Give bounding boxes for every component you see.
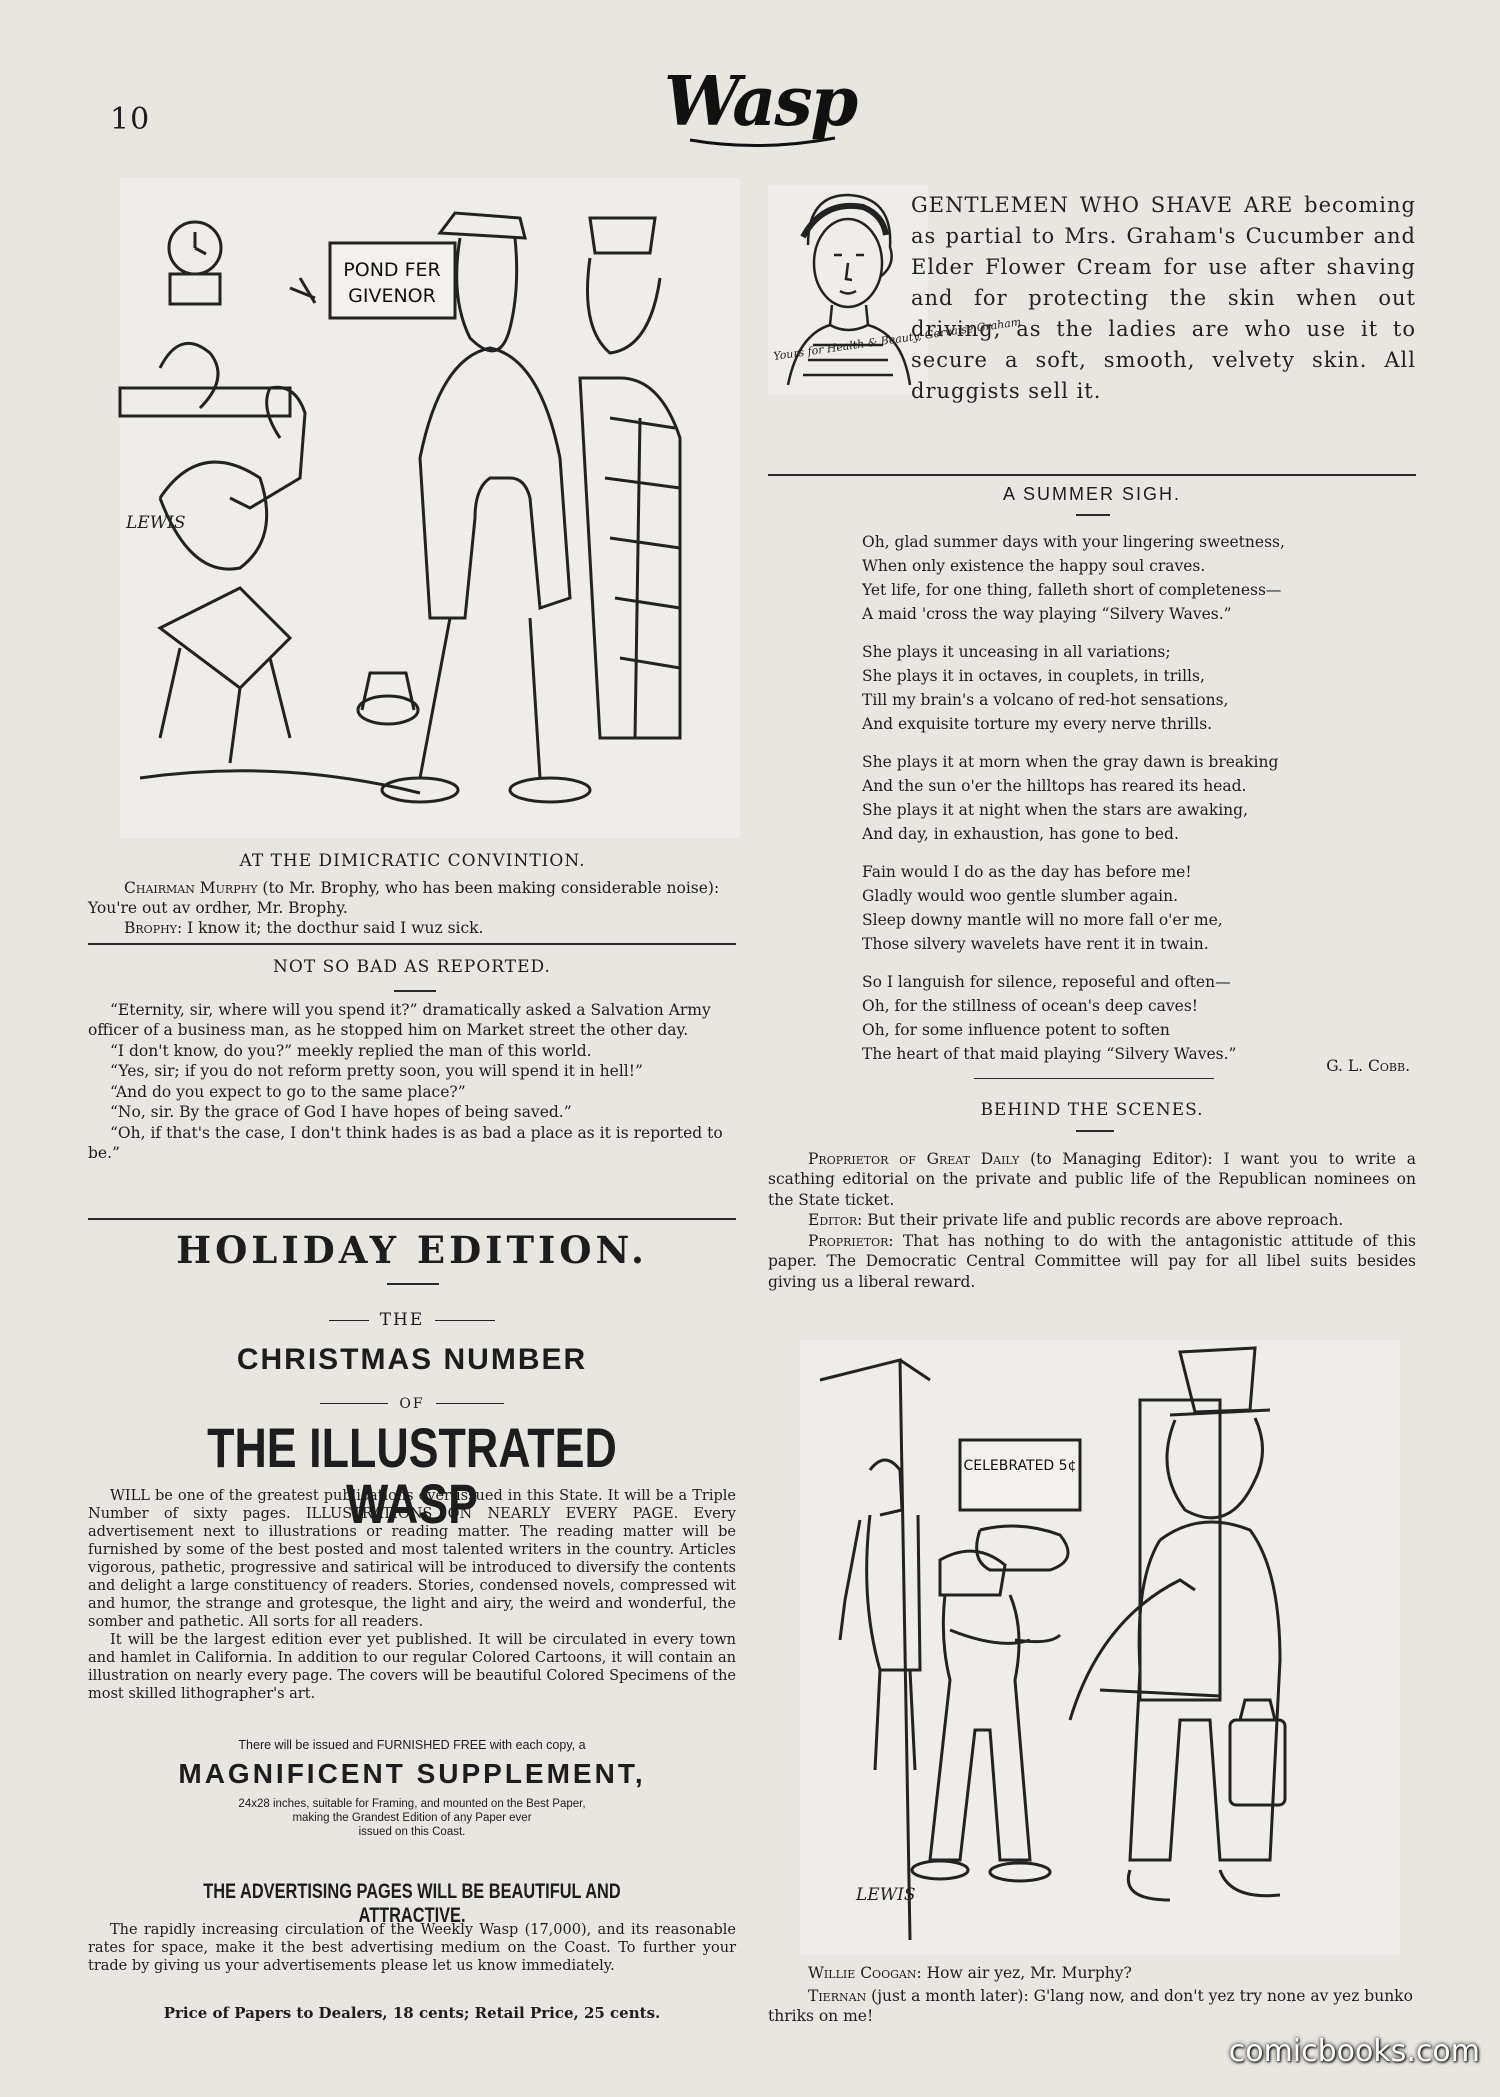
illustrated-wasp-title-text: THE ILLUSTRATED WASP — [207, 1416, 617, 1535]
article2-paragraph-3 — [768, 1231, 1416, 1292]
article2-paragraph-1 — [768, 1149, 1416, 1210]
poem-stanza — [862, 860, 1382, 956]
advertising-pages-text: THE ADVERTISING PAGES WILL BE BEAUTIFUL AND ATTRACTIVE. — [203, 1880, 621, 1927]
masthead-logo — [660, 60, 860, 155]
poem-body — [862, 530, 1382, 1080]
price-line: Price of Papers to Dealers, 18 cents; Retail Price, 25 cents. — [163, 2004, 661, 2022]
article2-speaker2: Editor: — [808, 1211, 863, 1230]
short-rule — [1076, 1130, 1114, 1132]
poem-line: She plays it in octaves, in couplets, in trills, — [862, 667, 1205, 686]
poem-stanza — [862, 970, 1382, 1066]
article1-paragraph: “Oh, if that's the case, I don't think hades is as bad a place as it is reported to be.” — [88, 1123, 723, 1163]
supplement-detail-3: issued on this Coast. — [358, 1825, 466, 1838]
article1-body — [88, 1000, 736, 1164]
cartoon2-speaker1: Willie Coogan: — [808, 1964, 922, 1982]
cartoon2-caption-line2 — [768, 1986, 1416, 2027]
poem-stanza — [862, 530, 1382, 626]
coogan-murphy-cartoon — [800, 1340, 1400, 1955]
cartoon1-speaker1: Chairman Murphy — [124, 879, 258, 897]
divider-rule — [768, 474, 1416, 476]
page-number: 10 — [110, 102, 151, 137]
holiday-the-line — [88, 1310, 736, 1330]
poem-line: Those silvery wavelets have rent it in twain. — [862, 935, 1209, 954]
convention-sign-text-2: GIVENOR — [348, 285, 436, 307]
advertising-pages-headline — [88, 1880, 736, 1928]
article1-paragraph: “Eternity, sir, where will you spend it?” dramatically asked a Salvation Army officer of a business man, as he stopped him on Market street the other day. — [88, 1001, 711, 1040]
short-rule — [974, 1078, 1214, 1079]
cartoon1-caption-line1 — [88, 878, 736, 919]
cartoon2-speaker2: Tiernan — [808, 1987, 867, 2005]
poem-stanza — [862, 750, 1382, 846]
masthead-flourish — [660, 60, 860, 155]
watermark-logo: comicbooks.com — [1228, 2034, 1480, 2069]
circulation-paragraph — [88, 1922, 736, 1976]
article2-paragraph-2 — [768, 1210, 1416, 1230]
circulation-text: The rapidly increasing circulation of the Weekly Wasp (17,000), and its reasonable rates for space, make it the best advertising medium on the Coast. To further your trade by giving us your advertisements please let us know immediately. — [88, 1922, 736, 1974]
article2-title: BEHIND THE SCENES. — [980, 1100, 1204, 1120]
article1-paragraph: “And do you expect to go to the same place?” — [110, 1082, 466, 1101]
article2-speaker1: Proprietor of Great Daily — [808, 1150, 1020, 1168]
article2-body — [768, 1149, 1416, 1292]
poem-title: A SUMMER SIGH. — [1002, 484, 1182, 504]
cream-advertisement-text: GENTLEMEN WHO SHAVE ARE becoming as partial to Mrs. Graham's Cucumber and Elder Flower Cream for use after shaving and for protecting the skin when out driving, as the ladies are who use it to secure a soft, smooth, velvety skin. All druggists sell it. — [911, 193, 1416, 404]
article2-speaker3: Proprietor: — [808, 1231, 894, 1250]
poem-stanza — [862, 640, 1382, 736]
poem-line: When only existence the happy soul craves. — [862, 557, 1206, 576]
poem-line: Till my brain's a volcano of red-hot sensations, — [862, 691, 1229, 710]
poem-line: She plays it at morn when the gray dawn is breaking — [862, 753, 1279, 772]
supplement-detail-1: 24x28 inches, suitable for Framing, and mounted on the Best Paper, — [238, 1798, 586, 1810]
article2-text3: That has nothing to do with the antagonistic attitude of this paper. The Democratic Central Committee will pay for all libel suits besides giving us a liberal reward. — [768, 1231, 1416, 1291]
cartoon1-speaker2: Brophy: — [124, 919, 183, 937]
christmas-number: CHRISTMAS NUMBER — [236, 1343, 588, 1376]
article1-title: NOT SO BAD AS REPORTED. — [273, 957, 551, 977]
holiday-the: THE — [379, 1310, 425, 1330]
holiday-body-paragraph-2: It will be the largest edition ever yet published. It will be circulated in every town and hamlet in California. In addition to our regular Colored Cartoons, it will contain an illustration on nearly every page. The covers will be beautiful Colored Specimens of the most skilled lithographer's art. — [88, 1631, 736, 1702]
article1-paragraph: “No, sir. By the grace of God I have hopes of being saved.” — [110, 1103, 572, 1122]
cartoon2-dialogue2: (just a month later): G'lang now, and don't yez try none av yez bunko thriks on me! — [768, 1987, 1413, 2026]
poem-author: G. L. Cobb. — [1326, 1057, 1410, 1075]
store-sign-text: CELEBRATED 5¢ — [963, 1458, 1077, 1474]
holiday-of-line — [88, 1393, 736, 1412]
poem-line: She plays it unceasing in all variations; — [862, 643, 1171, 662]
divider-rule — [88, 1218, 736, 1220]
poem-line: Gladly would woo gentle slumber again. — [862, 887, 1179, 906]
cartoon1-dialogue2: I know it; the docthur said I wuz sick. — [187, 919, 484, 937]
poem-line: And day, in exhaustion, has gone to bed. — [862, 825, 1179, 844]
cream-advertisement — [768, 190, 1416, 408]
short-rule — [394, 990, 436, 992]
cartoon2-caption-line1 — [768, 1963, 1416, 1983]
portrait-float-space — [768, 190, 911, 378]
holiday-body-paragraph-1: WILL be one of the greatest publications ever issued in this State. It will be a Triple Number of sixty pages. ILLUSTRATIONS ON NEARLY EVERY PAGE. Every advertisement next to illustrations or reading matter. The reading matter will be furnished by some of the best posted and most talented writers in the country. Articles vigorous, pathetic, progressive and satirical will be introduced to diversify the contents and delight a large constituency of readers. Stories, condensed novels, compressed wit and humor, the strange and grotesque, the light and airy, the weird and wonderful, the somber and pathetic. All sorts for all readers. — [88, 1488, 736, 1630]
holiday-edition-headline: HOLIDAY EDITION. — [176, 1228, 648, 1272]
divider-rule — [88, 943, 736, 945]
cartoon2-dialogue1: How air yez, Mr. Murphy? — [926, 1964, 1132, 1982]
poem-line: She plays it at night when the stars are awaking, — [862, 801, 1249, 820]
cartoon1-caption-line2 — [124, 918, 736, 938]
cartoon2-signature: LEWIS — [856, 1885, 916, 1905]
holiday-body — [88, 1488, 736, 1704]
poem-line: So I languish for silence, reposeful and often— — [862, 973, 1231, 992]
poem-line: Fain would I do as the day has before me! — [862, 863, 1192, 882]
article1-paragraph: “Yes, sir; if you do not reform pretty soon, you will spend it in hell!” — [110, 1062, 643, 1081]
short-rule — [387, 1283, 439, 1285]
article2-text1: (to Managing Editor): I want you to write a scathing editorial on the private and public life of the Republican nominees on the State ticket. — [768, 1150, 1417, 1209]
holiday-of: OF — [399, 1396, 425, 1412]
short-rule — [1076, 514, 1110, 516]
poem-line: A maid 'cross the way playing “Silvery Waves.” — [862, 605, 1232, 624]
poem-line: The heart of that maid playing “Silvery Waves.” — [862, 1045, 1237, 1064]
poem-line: Oh, for some influence potent to soften — [862, 1021, 1170, 1040]
poem-line: And the sun o'er the hilltops has reared its head. — [862, 777, 1247, 796]
supplement-intro: There will be issued and FURNISHED FREE with each copy, a — [238, 1738, 586, 1752]
poem-line: Oh, glad summer days with your lingering sweetness, — [862, 533, 1285, 551]
poem-line: Oh, for the stillness of ocean's deep caves! — [862, 997, 1199, 1016]
masthead-text: Wasp — [663, 62, 857, 142]
magnificent-supplement: MAGNIFICENT SUPPLEMENT, — [178, 1758, 646, 1789]
poem-line: Sleep downy mantle will no more fall o'er me, — [862, 911, 1223, 930]
convention-cartoon — [120, 178, 740, 838]
article2-text2: But their private life and public records are above reproach. — [867, 1211, 1344, 1230]
supplement-details — [88, 1798, 736, 1839]
cartoon1-signature: LEWIS — [126, 513, 186, 533]
supplement-detail-2: making the Grandest Edition of any Paper ever — [292, 1811, 532, 1824]
convention-sign-text: POND FER — [343, 259, 441, 281]
cartoon1-title: AT THE DIMICRATIC CONVINTION. — [239, 851, 586, 871]
poem-line: Yet life, for one thing, falleth short of completeness— — [862, 581, 1282, 600]
cartoon1-dialogue1: (to Mr. Brophy, who has been making considerable noise): You're out av ordher, Mr. Brophy. — [88, 879, 720, 918]
poem-line: And exquisite torture my every nerve thrills. — [862, 715, 1213, 734]
portrait-signature: Yours for Health & Beauty, Gervaise Graham — [772, 315, 1022, 363]
article1-paragraph: “I don't know, do you?” meekly replied the man of this world. — [110, 1041, 592, 1060]
